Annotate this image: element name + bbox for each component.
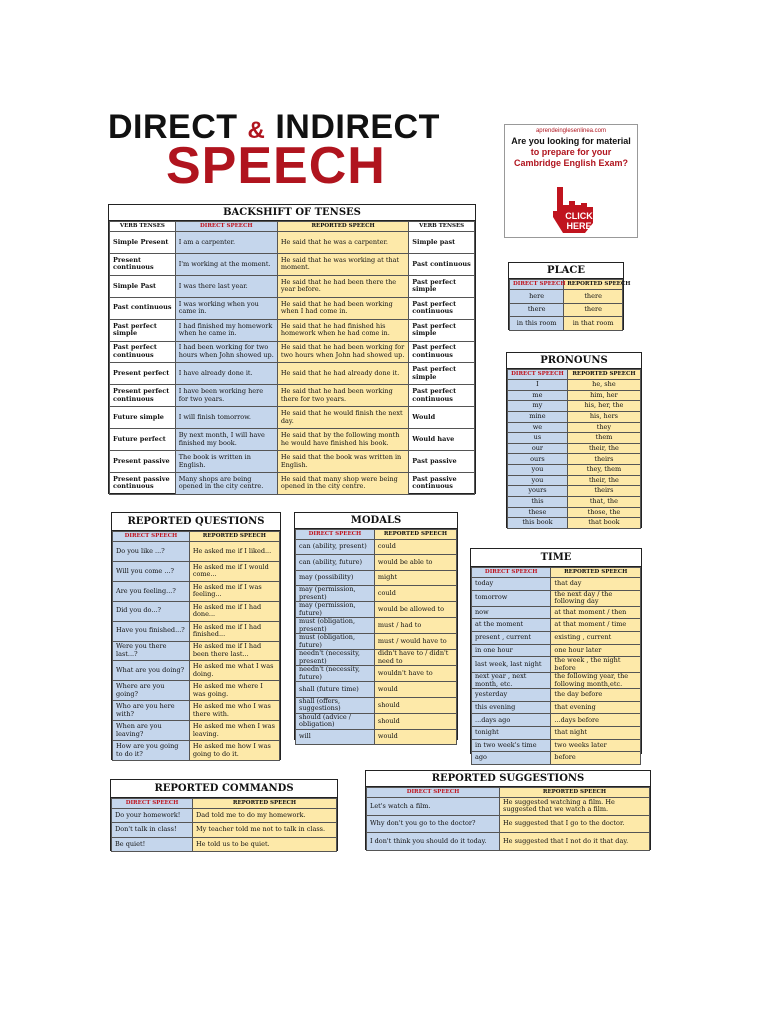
pronouns-cell: they xyxy=(567,422,640,433)
time-row xyxy=(472,578,641,591)
backshift-cell: He said that he would finish the next day. xyxy=(277,407,408,429)
modals-cell: would be able to xyxy=(374,555,456,570)
questions-cell: He asked me when I was leaving. xyxy=(189,721,279,741)
time-cell: the week , the night before xyxy=(551,657,641,673)
backshift-cell: Simple Past xyxy=(110,275,176,297)
questions-row xyxy=(113,601,280,621)
reported-commands-table xyxy=(110,779,338,851)
time-row xyxy=(472,752,641,765)
modals-cell: could xyxy=(374,586,456,602)
place-title: PLACE xyxy=(509,263,623,279)
time-cell: before xyxy=(551,752,641,765)
modals-column-header: DIRECT SPEECH xyxy=(296,530,375,540)
time-cell: existing , current xyxy=(551,631,641,644)
backshift-cell: Past perfect continuous xyxy=(409,297,475,319)
modals-row xyxy=(296,729,457,744)
backshift-cell: Present perfect continuous xyxy=(110,385,176,407)
place-column-header: REPORTED SPEECH xyxy=(564,280,623,290)
backshift-cell: He said that by the following month he would have finished his book. xyxy=(277,429,408,451)
questions-cell: Have you finished...? xyxy=(113,621,190,641)
backshift-column-header: VERB TENSES xyxy=(409,222,475,232)
backshift-row xyxy=(110,363,475,385)
backshift-cell: Future perfect xyxy=(110,429,176,451)
commands-cell: Don't talk in class! xyxy=(112,823,193,837)
place-cell: there xyxy=(564,290,623,304)
modals-cell: may (permission, present) xyxy=(296,586,375,602)
place-cell: there xyxy=(510,303,564,317)
time-cell: two weeks later xyxy=(551,739,641,752)
questions-cell: He asked me how I was going to do it. xyxy=(189,741,279,761)
backshift-row xyxy=(110,385,475,407)
commands-row xyxy=(112,809,337,823)
pronouns-row xyxy=(508,486,641,497)
questions-cell: Were you there last...? xyxy=(113,641,190,661)
modals-row xyxy=(296,586,457,602)
backshift-cell: Future simple xyxy=(110,407,176,429)
questions-cell: When are you leaving? xyxy=(113,721,190,741)
questions-cell: What are you doing? xyxy=(113,661,190,681)
commands-title: REPORTED COMMANDS xyxy=(111,780,337,798)
time-cell: that evening xyxy=(551,701,641,714)
promo-line3: Cambridge English Exam? xyxy=(513,158,629,168)
time-row xyxy=(472,631,641,644)
questions-header-row xyxy=(113,532,280,542)
backshift-cell: Past perfect simple xyxy=(409,275,475,297)
pronouns-cell: my xyxy=(508,401,568,412)
questions-cell: He asked me if I had finished... xyxy=(189,621,279,641)
modals-cell: should xyxy=(374,713,456,729)
commands-row xyxy=(112,823,337,837)
suggestions-header-row xyxy=(367,788,650,798)
time-cell: ...days before xyxy=(551,714,641,727)
backshift-cell: Would xyxy=(409,407,475,429)
time-row xyxy=(472,673,641,689)
time-cell: one hour later xyxy=(551,644,641,657)
time-column-header: REPORTED SPEECH xyxy=(551,568,641,578)
pronouns-row xyxy=(508,411,641,422)
place-row xyxy=(510,303,623,317)
time-column-header: DIRECT SPEECH xyxy=(472,568,551,578)
backshift-row xyxy=(110,341,475,363)
commands-cell: Be quiet! xyxy=(112,837,193,851)
modals-row xyxy=(296,713,457,729)
pronouns-column-header: REPORTED SPEECH xyxy=(567,370,640,380)
questions-cell: Who are you here with? xyxy=(113,701,190,721)
suggestions-row xyxy=(367,798,650,816)
promo-url[interactable]: aprendeinglesenlinea.com xyxy=(535,128,607,134)
backshift-table xyxy=(108,204,476,494)
backshift-cell: I have been working here for two years. xyxy=(175,385,277,407)
time-header-row xyxy=(472,568,641,578)
commands-cell: He told us to be quiet. xyxy=(193,837,337,851)
backshift-column-header: DIRECT SPEECH xyxy=(175,222,277,232)
backshift-cell: He said that he was a carpenter. xyxy=(277,232,408,254)
modals-cell: would xyxy=(374,682,456,697)
pronouns-cell: me xyxy=(508,390,568,401)
commands-row xyxy=(112,837,337,851)
place-row xyxy=(510,290,623,304)
backshift-row xyxy=(110,451,475,473)
modals-row xyxy=(296,682,457,697)
questions-cell: He asked me if I was feeling... xyxy=(189,581,279,601)
modals-row xyxy=(296,666,457,682)
pronouns-row xyxy=(508,475,641,486)
questions-cell: He asked me who I was there with. xyxy=(189,701,279,721)
modals-row xyxy=(296,697,457,713)
backshift-column-header: VERB TENSES xyxy=(110,222,176,232)
time-cell: ...days ago xyxy=(472,714,551,727)
modals-cell: needn't (necessity, future) xyxy=(296,666,375,682)
backshift-cell: Past perfect continuous xyxy=(409,385,475,407)
pronouns-cell: we xyxy=(508,422,568,433)
modals-cell: must / would have to xyxy=(374,634,456,650)
backshift-cell: Past perfect simple xyxy=(110,319,176,341)
questions-row xyxy=(113,661,280,681)
backshift-cell: Present passive continuous xyxy=(110,472,176,494)
page-title: DIRECT & INDIRECT xyxy=(108,108,440,146)
modals-header-row xyxy=(296,530,457,540)
suggestions-row xyxy=(367,815,650,833)
time-cell: ago xyxy=(472,752,551,765)
backshift-cell: Past perfect simple xyxy=(409,363,475,385)
reported-questions-table xyxy=(111,512,281,760)
time-cell: now xyxy=(472,606,551,619)
questions-cell: Do you like ...? xyxy=(113,542,190,562)
time-row xyxy=(472,606,641,619)
questions-cell: He asked me if I had been there last... xyxy=(189,641,279,661)
promo-line1: Are you looking for material xyxy=(511,136,631,146)
pronouns-cell: theirs xyxy=(567,486,640,497)
place-column-header: DIRECT SPEECH xyxy=(510,280,564,290)
backshift-row xyxy=(110,319,475,341)
backshift-cell: He said that he had been working when I had come in. xyxy=(277,297,408,319)
backshift-cell: Many shops are being opened in the city centre. xyxy=(175,472,277,494)
svg-text:CLICK: CLICK xyxy=(565,211,593,221)
backshift-cell: I'm working at the moment. xyxy=(175,253,277,275)
questions-cell: He asked me where I was going. xyxy=(189,681,279,701)
modals-cell: can (ability, future) xyxy=(296,555,375,570)
place-row xyxy=(510,317,623,331)
backshift-row xyxy=(110,429,475,451)
pronouns-cell: that book xyxy=(567,518,640,529)
modals-table xyxy=(294,512,458,740)
questions-row xyxy=(113,621,280,641)
backshift-row xyxy=(110,407,475,429)
backshift-cell: Simple Present xyxy=(110,232,176,254)
suggestions-cell: He suggested that I go to the doctor. xyxy=(500,815,650,833)
pronouns-cell: mine xyxy=(508,411,568,422)
modals-title: MODALS xyxy=(295,513,457,529)
reported-suggestions-table xyxy=(365,770,651,850)
modals-cell: could xyxy=(374,540,456,555)
modals-row xyxy=(296,602,457,618)
commands-cell: My teacher told me not to talk in class. xyxy=(193,823,337,837)
backshift-title: BACKSHIFT OF TENSES xyxy=(109,205,475,221)
suggestions-title: REPORTED SUGGESTIONS xyxy=(366,771,650,787)
modals-row xyxy=(296,570,457,585)
backshift-cell: Past continuous xyxy=(409,253,475,275)
time-row xyxy=(472,657,641,673)
pronouns-cell: our xyxy=(508,443,568,454)
place-cell: in this room xyxy=(510,317,564,331)
questions-column-header: REPORTED SPEECH xyxy=(189,532,279,542)
pronouns-cell: these xyxy=(508,507,568,518)
modals-column-header: REPORTED SPEECH xyxy=(374,530,456,540)
backshift-cell: Past perfect continuous xyxy=(409,341,475,363)
backshift-cell: He said that he had already done it. xyxy=(277,363,408,385)
pronouns-cell: those, the xyxy=(567,507,640,518)
questions-row xyxy=(113,542,280,562)
pronouns-cell: they, them xyxy=(567,465,640,476)
questions-cell: He asked me if I had done... xyxy=(189,601,279,621)
pronouns-row xyxy=(508,433,641,444)
backshift-cell: I had finished my homework when he came in. xyxy=(175,319,277,341)
pronouns-cell: ours xyxy=(508,454,568,465)
questions-cell: Did you do...? xyxy=(113,601,190,621)
time-cell: that day xyxy=(551,578,641,591)
pronouns-row xyxy=(508,497,641,508)
backshift-cell: I have already done it. xyxy=(175,363,277,385)
pronouns-cell: theirs xyxy=(567,454,640,465)
pronouns-cell: his, her, the xyxy=(567,401,640,412)
questions-cell: He asked me if I liked... xyxy=(189,542,279,562)
suggestions-row xyxy=(367,833,650,851)
questions-row xyxy=(113,581,280,601)
backshift-row xyxy=(110,275,475,297)
modals-row xyxy=(296,634,457,650)
modals-cell: would xyxy=(374,729,456,744)
modals-cell: should xyxy=(374,697,456,713)
time-row xyxy=(472,689,641,702)
backshift-cell: Past passive xyxy=(409,451,475,473)
time-cell: tomorrow xyxy=(472,590,551,606)
time-cell: present , current xyxy=(472,631,551,644)
modals-cell: wouldn't have to xyxy=(374,666,456,682)
backshift-cell: I am a carpenter. xyxy=(175,232,277,254)
backshift-cell: Past continuous xyxy=(110,297,176,319)
time-cell: in one hour xyxy=(472,644,551,657)
pronouns-row xyxy=(508,454,641,465)
pronouns-cell: this xyxy=(508,497,568,508)
svg-text:HERE: HERE xyxy=(566,221,592,231)
time-cell: tonight xyxy=(472,727,551,740)
suggestions-cell: He suggested watching a film. He suggested that we watch a film. xyxy=(500,798,650,816)
questions-row xyxy=(113,561,280,581)
pronouns-row xyxy=(508,518,641,529)
pronouns-cell: their, the xyxy=(567,443,640,454)
backshift-cell: He said that he had been working for two hours when John had showed up. xyxy=(277,341,408,363)
backshift-cell: He said that many shop were being opened in the city centre. xyxy=(277,472,408,494)
backshift-cell: By next month, I will have finished my book. xyxy=(175,429,277,451)
pronouns-cell: that, the xyxy=(567,497,640,508)
questions-cell: Where are you going? xyxy=(113,681,190,701)
pronouns-cell: he, she xyxy=(567,380,640,391)
time-cell: yesterday xyxy=(472,689,551,702)
backshift-row xyxy=(110,232,475,254)
modals-row xyxy=(296,540,457,555)
backshift-cell: Present continuous xyxy=(110,253,176,275)
promo-line2: to prepare for your xyxy=(530,147,612,157)
questions-title: REPORTED QUESTIONS xyxy=(112,513,280,531)
suggestions-cell: Let's watch a film. xyxy=(367,798,500,816)
modals-row xyxy=(296,618,457,634)
backshift-cell: He said that he had finished his homework when he had come in. xyxy=(277,319,408,341)
modals-cell: may (permission, future) xyxy=(296,602,375,618)
questions-row xyxy=(113,681,280,701)
modals-cell: can (ability, present) xyxy=(296,540,375,555)
backshift-cell: Past perfect continuous xyxy=(110,341,176,363)
time-cell: this evening xyxy=(472,701,551,714)
time-cell: the next day / the following day xyxy=(551,590,641,606)
questions-cell: Will you come ...? xyxy=(113,561,190,581)
place-header-row xyxy=(510,280,623,290)
pronouns-cell: him, her xyxy=(567,390,640,401)
backshift-cell: I will finish tomorrow. xyxy=(175,407,277,429)
time-title: TIME xyxy=(471,549,641,567)
time-row xyxy=(472,739,641,752)
time-cell: that night xyxy=(551,727,641,740)
questions-row xyxy=(113,641,280,661)
pronouns-column-header: DIRECT SPEECH xyxy=(508,370,568,380)
backshift-cell: Past passive continuous xyxy=(409,472,475,494)
time-row xyxy=(472,714,641,727)
pronouns-row xyxy=(508,390,641,401)
place-cell: here xyxy=(510,290,564,304)
time-table xyxy=(470,548,642,762)
commands-header-row xyxy=(112,799,337,809)
questions-row xyxy=(113,701,280,721)
backshift-cell: Would have xyxy=(409,429,475,451)
pronouns-row xyxy=(508,507,641,518)
backshift-row xyxy=(110,297,475,319)
time-cell: at that moment / time xyxy=(551,619,641,632)
time-row xyxy=(472,727,641,740)
modals-cell: didn't have to / didn't need to xyxy=(374,650,456,666)
click-here-hand-icon[interactable] xyxy=(545,183,601,235)
backshift-cell: I was there last year. xyxy=(175,275,277,297)
pronouns-header-row xyxy=(508,370,641,380)
pronouns-row xyxy=(508,401,641,412)
pronouns-cell: them xyxy=(567,433,640,444)
modals-cell: must (obligation, present) xyxy=(296,618,375,634)
time-row xyxy=(472,701,641,714)
modals-cell: might xyxy=(374,570,456,585)
place-cell: in that room xyxy=(564,317,623,331)
backshift-row xyxy=(110,472,475,494)
questions-cell: How are you going to do it? xyxy=(113,741,190,761)
pronouns-title: PRONOUNS xyxy=(507,353,641,369)
time-cell: the day before xyxy=(551,689,641,702)
pronouns-row xyxy=(508,422,641,433)
time-row xyxy=(472,590,641,606)
suggestions-cell: Why don't you go to the doctor? xyxy=(367,815,500,833)
backshift-cell: I had been working for two hours when John showed up. xyxy=(175,341,277,363)
time-row xyxy=(472,619,641,632)
modals-cell: needn't (necessity, present) xyxy=(296,650,375,666)
questions-row xyxy=(113,721,280,741)
questions-column-header: DIRECT SPEECH xyxy=(113,532,190,542)
backshift-cell: Present perfect xyxy=(110,363,176,385)
suggestions-cell: I don't think you should do it today. xyxy=(367,833,500,851)
backshift-cell: He said that he had been working there for two years. xyxy=(277,385,408,407)
pronouns-cell: you xyxy=(508,465,568,476)
place-cell: there xyxy=(564,303,623,317)
page-subtitle: SPEECH xyxy=(166,137,386,195)
time-cell: the following year, the following month,etc. xyxy=(551,673,641,689)
modals-cell: would be allowed to xyxy=(374,602,456,618)
pronouns-cell: their, the xyxy=(567,475,640,486)
suggestions-column-header: DIRECT SPEECH xyxy=(367,788,500,798)
pronouns-row xyxy=(508,465,641,476)
backshift-cell: Simple past xyxy=(409,232,475,254)
backshift-cell: Past perfect simple xyxy=(409,319,475,341)
backshift-cell: He said that he was working at that moment. xyxy=(277,253,408,275)
modals-row xyxy=(296,555,457,570)
modals-cell: must (obligation, future) xyxy=(296,634,375,650)
modals-cell: shall (offers, suggestions) xyxy=(296,697,375,713)
pronouns-cell: this book xyxy=(508,518,568,529)
questions-row xyxy=(113,741,280,761)
time-cell: at that moment / then xyxy=(551,606,641,619)
backshift-cell: He said that the book was written in English. xyxy=(277,451,408,473)
pronouns-cell: us xyxy=(508,433,568,444)
suggestions-cell: He suggested that I not do it that day. xyxy=(500,833,650,851)
promo-banner[interactable] xyxy=(504,124,638,238)
time-row xyxy=(472,644,641,657)
modals-cell: shall (future time) xyxy=(296,682,375,697)
time-cell: at the moment xyxy=(472,619,551,632)
pronouns-cell: I xyxy=(508,380,568,391)
questions-cell: He asked me if I would come... xyxy=(189,561,279,581)
modals-cell: should (advice / obligation) xyxy=(296,713,375,729)
time-cell: next year , next month, etc. xyxy=(472,673,551,689)
questions-cell: He asked me what I was doing. xyxy=(189,661,279,681)
pronouns-cell: yours xyxy=(508,486,568,497)
pronouns-table xyxy=(506,352,642,528)
modals-cell: will xyxy=(296,729,375,744)
time-cell: last week, last night xyxy=(472,657,551,673)
pronouns-cell: his, hers xyxy=(567,411,640,422)
modals-cell: may (possibility) xyxy=(296,570,375,585)
backshift-row xyxy=(110,253,475,275)
backshift-cell: Present passive xyxy=(110,451,176,473)
questions-cell: Are you feeling...? xyxy=(113,581,190,601)
modals-row xyxy=(296,650,457,666)
backshift-cell: He said that he had been there the year before. xyxy=(277,275,408,297)
pronouns-row xyxy=(508,380,641,391)
backshift-column-header: REPORTED SPEECH xyxy=(277,222,408,232)
modals-cell: must / had to xyxy=(374,618,456,634)
ampersand: & xyxy=(247,117,266,144)
place-table xyxy=(508,262,631,330)
backshift-header-row xyxy=(110,222,475,232)
time-cell: today xyxy=(472,578,551,591)
pronouns-row xyxy=(508,443,641,454)
suggestions-column-header: REPORTED SPEECH xyxy=(500,788,650,798)
commands-cell: Dad told me to do my homework. xyxy=(193,809,337,823)
backshift-cell: The book is written in English. xyxy=(175,451,277,473)
backshift-grid xyxy=(109,221,475,495)
backshift-cell: I was working when you came in. xyxy=(175,297,277,319)
time-cell: in two week's time xyxy=(472,739,551,752)
pronouns-cell: you xyxy=(508,475,568,486)
commands-column-header: DIRECT SPEECH xyxy=(112,799,193,809)
commands-column-header: REPORTED SPEECH xyxy=(193,799,337,809)
commands-cell: Do your homework! xyxy=(112,809,193,823)
